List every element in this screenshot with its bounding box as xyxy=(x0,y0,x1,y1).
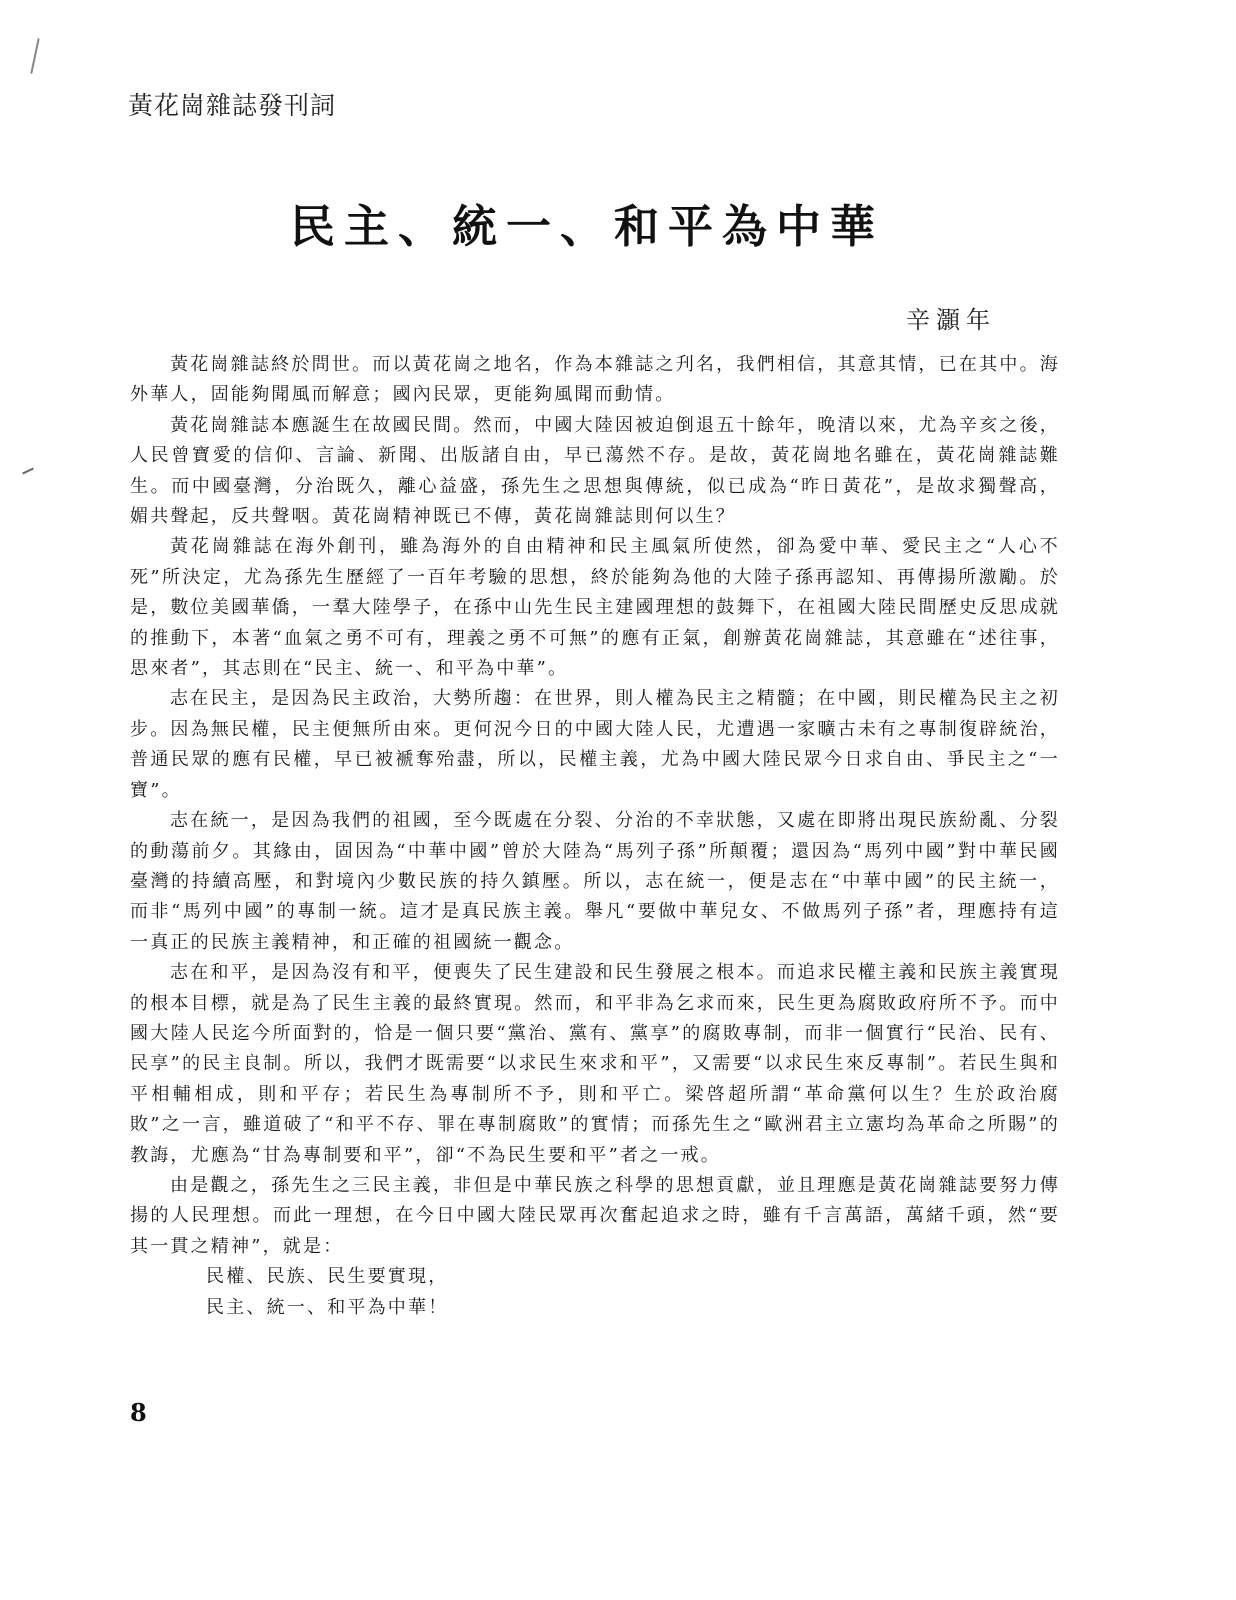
body-paragraph: 黃花崗雜誌本應誕生在故國民間。然而，中國大陸因被迫倒退五十餘年，晚清以來，尤為辛亥之後，人民曾寶愛的信仰、言論、新聞、出版諸自由，早已蕩然不存。是故，黃花崗地名雖在，黃花崗雜誌難生。而中國臺灣，分治既久，離心益盛，孫先生之思想與傳統，似已成為“昨日黃花”，是故求獨聲高，媚共聲起，反共聲咽。黃花崗精神既已不傳，黃花崗雜誌則何以生？ xyxy=(130,414,1060,528)
body-paragraph: 黃花崗雜誌在海外創刊，雖為海外的自由精神和民主風氣所使然，卻為愛中華、愛民主之“人心不死”所決定，尤為孫先生歷經了一百年考驗的思想，終於能夠為他的大陸子孫再認知、再傳揚所激勵。於是，數位美國華僑，一羣大陸學子，在孫中山先生民主建國理想的鼓舞下，在祖國大陸民間歷史反思成就的推動下，本著“血氣之勇不可有，理義之勇不可無”的應有正氣，創辦黃花崗雜誌，其意雖在“述往事，思來者”，其志則在“民主、統一、和平為中華”。 xyxy=(130,536,1060,680)
article-title: 民主、統一、和平為中華 xyxy=(290,200,885,253)
closing-line: 民權、民族、民生要實現， xyxy=(206,1266,449,1288)
author-name: 辛灝年 xyxy=(906,306,996,334)
body-paragraph: 由是觀之，孫先生之三民主義，非但是中華民族之科學的思想貢獻，並且理應是黃花崗雜誌要努力傳揚的人民理想。而此一理想，在今日中國大陸民眾再次奮起追求之時，雖有千言萬語，萬緒千頭，然“要其一貫之精神”，就是： xyxy=(130,1174,1060,1257)
scan-mark xyxy=(22,468,34,475)
closing-line: 民主、統一、和平為中華！ xyxy=(206,1296,449,1318)
page-number: 8 xyxy=(130,1398,147,1427)
body-paragraph: 黃花崗雜誌終於問世。而以黃花崗之地名，作為本雜誌之刋名，我們相信，其意其情，已在其中。海外華人，固能夠聞風而解意；國內民眾，更能夠風聞而動情。 xyxy=(130,354,1060,406)
body-paragraph: 志在統一，是因為我們的祖國，至今既處在分裂、分治的不幸狀態，又處在即將出現民族紛亂、分裂的動蕩前夕。其緣由，固因為“中華中國”曾於大陸為“馬列子孫”所顛覆；還因為“馬列中國”對中華民國臺灣的持續高壓，和對境內少數民族的持久鎮壓。所以，志在統一，便是志在“中華中國”的民主統一，而非“馬列中國”的專制一統。這才是真民族主義。舉凡“要做中華兒女、不做馬列子孫”者，理應持有這一真正的民族主義精神，和正確的祖國統一觀念。 xyxy=(130,810,1060,953)
body-paragraph: 志在民主，是因為民主政治，大勢所趨：在世界，則人權為民主之精髓；在中國，則民權為民主之初步。因為無民權，民主便無所由來。更何況今日的中國大陸人民，尤遭遇一家曠古未有之專制復辟統治，普通民眾的應有民權，早已被褫奪殆盡，所以，民權主義，尤為中國大陸民眾今日求自由、爭民主之“一寶”。 xyxy=(130,688,1060,801)
scan-mark xyxy=(30,38,39,74)
running-head: 黃花崗雜誌發刊詞 xyxy=(128,91,337,120)
article-body xyxy=(130,350,1060,1323)
body-paragraph: 志在和平，是因為沒有和平，便喪失了民生建設和民生發展之根本。而追求民權主義和民族主義實現的根本目標，就是為了民生主義的最終實現。然而，和平非為乞求而來，民生更為腐敗政府所不予。而中國大陸人民迄今所面對的，恰是一個只要“黨治、黨有、黨享”的腐敗專制，而非一個實行“民治、民有、民享”的民主良制。所以，我們才既需要“以求民生來求和平”，又需要“以求民生來反專制”。若民生與和平相輔相成，則和平存；若民生為專制所不予，則和平亡。梁啓超所謂“革命黨何以生？生於政治腐敗”之一言，雖道破了“和平不存、罪在專制腐敗”的實情；而孫先生之“歐洲君主立憲均為革命之所賜”的教誨，尤應為“甘為專制要和平”，卻“不為民生要和平”者之一戒。 xyxy=(130,962,1060,1166)
